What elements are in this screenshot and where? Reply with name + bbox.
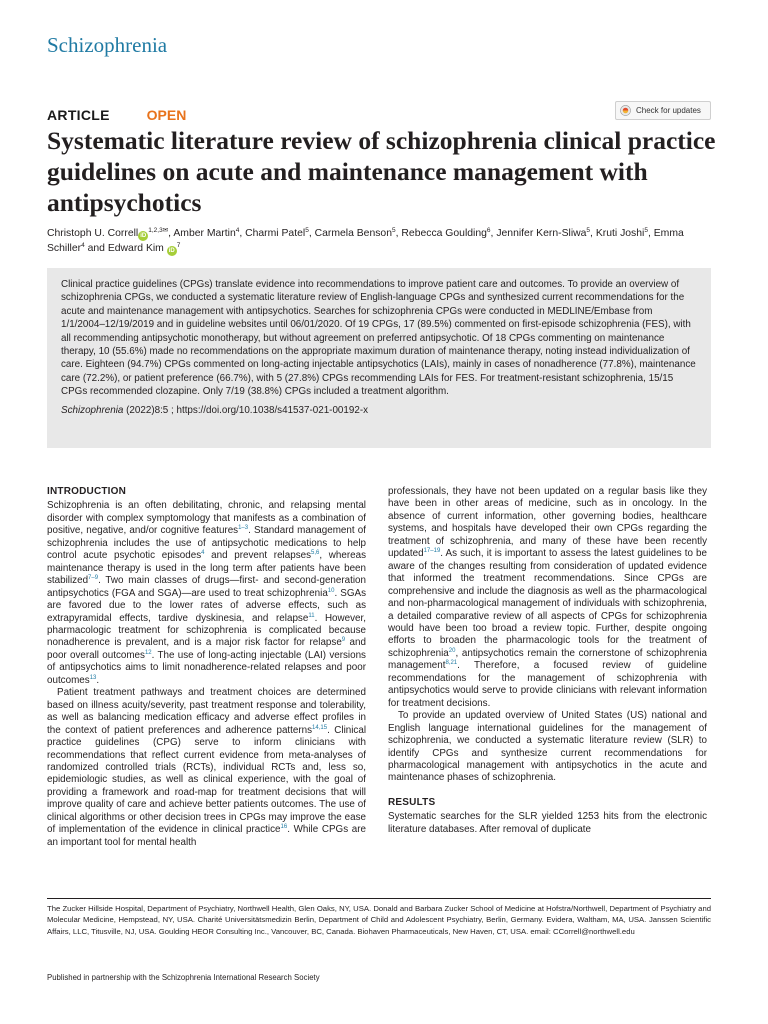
author-name[interactable]: Rebecca Goulding	[401, 228, 487, 239]
author-affiliation: 5	[305, 227, 309, 234]
abstract-box	[47, 268, 711, 448]
author-affiliation: 5	[392, 227, 396, 234]
journal-name: Schizophrenia	[47, 33, 168, 57]
orcid-icon[interactable]: iD	[140, 233, 147, 239]
author-affiliation: 7	[176, 242, 181, 249]
author-name[interactable]: Emma Schiller	[47, 228, 684, 254]
author-list: Christoph U. Correll $iD^{1,2,3✉}$, Amber Martin$^4$, Charmi Patel$^5$, Carmela Benson$^5$, Rebecca Goulding$^6$, Jennifer Kern-Sliwa$^5$, Kruti Joshi$^5$, Emma Schiller$^4$ and Edward Kim $iD^7$	[47, 227, 684, 254]
author-name[interactable]: Christoph U. Correll	[47, 228, 139, 239]
citation-line	[61, 404, 697, 417]
orcid-icon[interactable]: iD	[168, 248, 175, 254]
author-affiliation: 4	[81, 242, 85, 249]
footnote-divider	[47, 898, 711, 899]
check-updates-label: Check for updates	[636, 106, 701, 115]
affiliations: The Zucker Hillside Hospital, Department of Psychiatry, Northwell Health, Glen Oaks, NY, USA. Donald and Barbara Zucker School of Medicine at Hofstra/Northwell, Department of Psychiatry and Molecular Medicine, Hempstead, NY, USA. Charité Universitätsmedizin Berlin, Department of Child and Adolescent Psychiatry, Berlin, Germany. Evidera, Waltham, MA, USA. Janssen Scientific Affairs, LLC, Titusville, NJ, USA. Goulding HEOR Consulting Inc., Vancouver, BC, Canada. Biohaven Pharmaceuticals, New Haven, CT, USA. email: CCorrell@northwell.edu	[47, 904, 711, 936]
author-name[interactable]: Amber Martin	[173, 228, 236, 239]
check-for-updates-button[interactable]	[615, 101, 711, 120]
section-heading-results: RESULTS	[388, 796, 436, 808]
open-access-label: OPEN	[146, 107, 187, 123]
intro-paragraph-1: Schizophrenia is an often debilitating, chronic, and relapsing mental disorder with complex symptomology that manifests as a combination of positive, negative, and/or cognitive features$^{1-3}$. Standard management of schizophrenia includes the use of antipsychotic medications to help control acute psychotic episodes$^4$ and prevent relapses$^{5,6}$, whereas maintenance therapy is used in the long term after patients have been stabilized$^{7-9}$. Two main classes of drugs—first- and second-generation antipsychotics (FGA and SGA)—are used to treat schizophrenia$^{10}$. SGAs are favored due to the lower rates of adverse effects, such as extrapyramidal effects, tardive dyskinesia, and relapse$^{11}$. However, pharmacologic treatment for schizophrenia is complicated because nonadherence is prevalent, and is a major risk factor for relapse$^9$ and poor overall outcomes$^{12}$. The use of long-acting injectable (LAI) versions of antipsychotics aims to limit nonadherence-related relapses and poor outcomes$^{13}$.	[47, 500, 366, 686]
intro-paragraph-2: Patient treatment pathways and treatment choices are determined based on illness acuity/severity, past treatment response and tolerability, as well as balancing medication efficacy and adverse effect profiles in the context of patient preferences and adherence patterns$^{14,15}$. Clinical practice guidelines (CPG) serve to inform clinicians with recommendations that reflect current evidence from meta-analyses of randomized controlled trials (RCTs), individual RCTs and, less so, epidemiologic studies, as well as clinical experience, with the goal of providing a framework and road-map for treatment decisions that will improve quality of care and achieve better patients outcomes. The use of clinical algorithms or other decision trees in CPGs may improve the ease of implementation of the evidence in clinical practice$^{16}$. While CPGs are an important tool for mental health	[47, 687, 367, 848]
article-title: Systematic literature review of schizophrenia clinical practice guidelines on acute and maintenance management with antipsychotics	[47, 126, 716, 217]
email-icon[interactable]: ✉	[162, 227, 169, 234]
author-name[interactable]: Carmela Benson	[314, 228, 392, 239]
section-heading-introduction: INTRODUCTION	[47, 486, 127, 497]
citation-journal: Schizophrenia	[61, 404, 124, 416]
page-footer: Published in partnership with the Schizophrenia International Research Society	[47, 973, 320, 982]
intro-paragraph-3: To provide an updated overview of United States (US) national and English language international guidelines for the management of schizophrenia, we conducted a systematic literature review (SLR) to identify CPGs and synthesize current recommendations for pharmacological management with antipsychotics in the acute and maintenance phases of schizophrenia.	[388, 710, 707, 784]
author-affiliation: 5	[644, 227, 648, 234]
article-type-line	[47, 107, 186, 123]
author-name[interactable]: Edward Kim	[107, 243, 164, 254]
author-affiliation: 4	[235, 227, 240, 234]
check-updates-icon	[620, 105, 631, 116]
author-name[interactable]: Kruti Joshi	[595, 228, 645, 239]
citation-doi[interactable]: (2022)8:5 ; https://doi.org/10.1038/s41537-021-00192-x	[126, 404, 369, 416]
author-affiliation: 1,2,3	[148, 227, 163, 234]
author-name[interactable]: Jennifer Kern-Sliwa	[496, 228, 587, 239]
abstract-text: Clinical practice guidelines (CPGs) translate evidence into recommendations to improve patient care and outcomes. To provide an overview of schizophrenia CPGs, we conducted a systematic literature review of English-language CPGs and synthesized current recommendations for the acute and maintenance management with antipsychotics. Searches for schizophrenia CPGs were conducted in MEDLINE/Embase from 1/1/2004–12/19/2019 and in guideline websites until 06/01/2020. Of 19 CPGs, 17 (89.5%) commented on first-episode schizophrenia (FES), with all recommending antipsychotic monotherapy, but without agreement on preferred antipsychotic. Of 18 CPGs commenting on maintenance therapy, 10 (55.6%) made no recommendations on the appropriate maximum duration of maintenance therapy, noting instead individualization of care. Eighteen (94.7%) CPGs commented on long-acting injectable antipsychotics (LAIs), mainly in cases of nonadherence (77.8%), maintenance care (72.2%), or patient preference (66.7%), with 5 (27.8%) CPGs recommending LAIs for FES. For treatment-resistant schizophrenia, 15/15 CPGs recommended clozapine. Only 7/19 (38.8%) CPGs included a treatment algorithm.	[61, 279, 696, 398]
results-paragraph-1: Systematic searches for the SLR yielded 1253 hits from the electronic literature databases. After removal of duplicate	[388, 811, 707, 835]
author-affiliation: 5	[586, 227, 591, 234]
intro-paragraph-2-cont: professionals, they have not been updated on a regular basis like they have been in other areas of medicine, such as in oncology. In the absence of current information, other governing bodies, healthcare systems, and hospitals have developed their own CPGs regarding the treatment of schizophrenia, and many of these have been recently updated$^{17-19}$. As such, it is important to assess the latest guidelines to be aware of the changes resulting from consideration of updated evidence that informed the treatment recommendations. Since CPGs are comprehensive and include the diagnosis as well as the pharmacological and non-pharmacological management of individuals with schizophrenia, a detailed comparative review of all aspects of CPGs for schizophrenia would have been too broad a review topic. Further, despite ongoing efforts to broaden the pharmacologic tools for the treatment of schizophrenia$^{20}$, antipsychotics remain the cornerstone of schizophrenia management$^{8,21}$. Therefore, a focused review of guideline recommendations for the management of schizophrenia with antipsychotics would serve to provide clinicians with relevant information for treatment decisions.	[388, 486, 707, 709]
article-type: ARTICLE	[47, 107, 110, 123]
right-column	[388, 486, 707, 836]
author-name[interactable]: Charmi Patel	[245, 228, 306, 239]
author-affiliation: 6	[486, 227, 491, 234]
left-column	[47, 486, 366, 849]
